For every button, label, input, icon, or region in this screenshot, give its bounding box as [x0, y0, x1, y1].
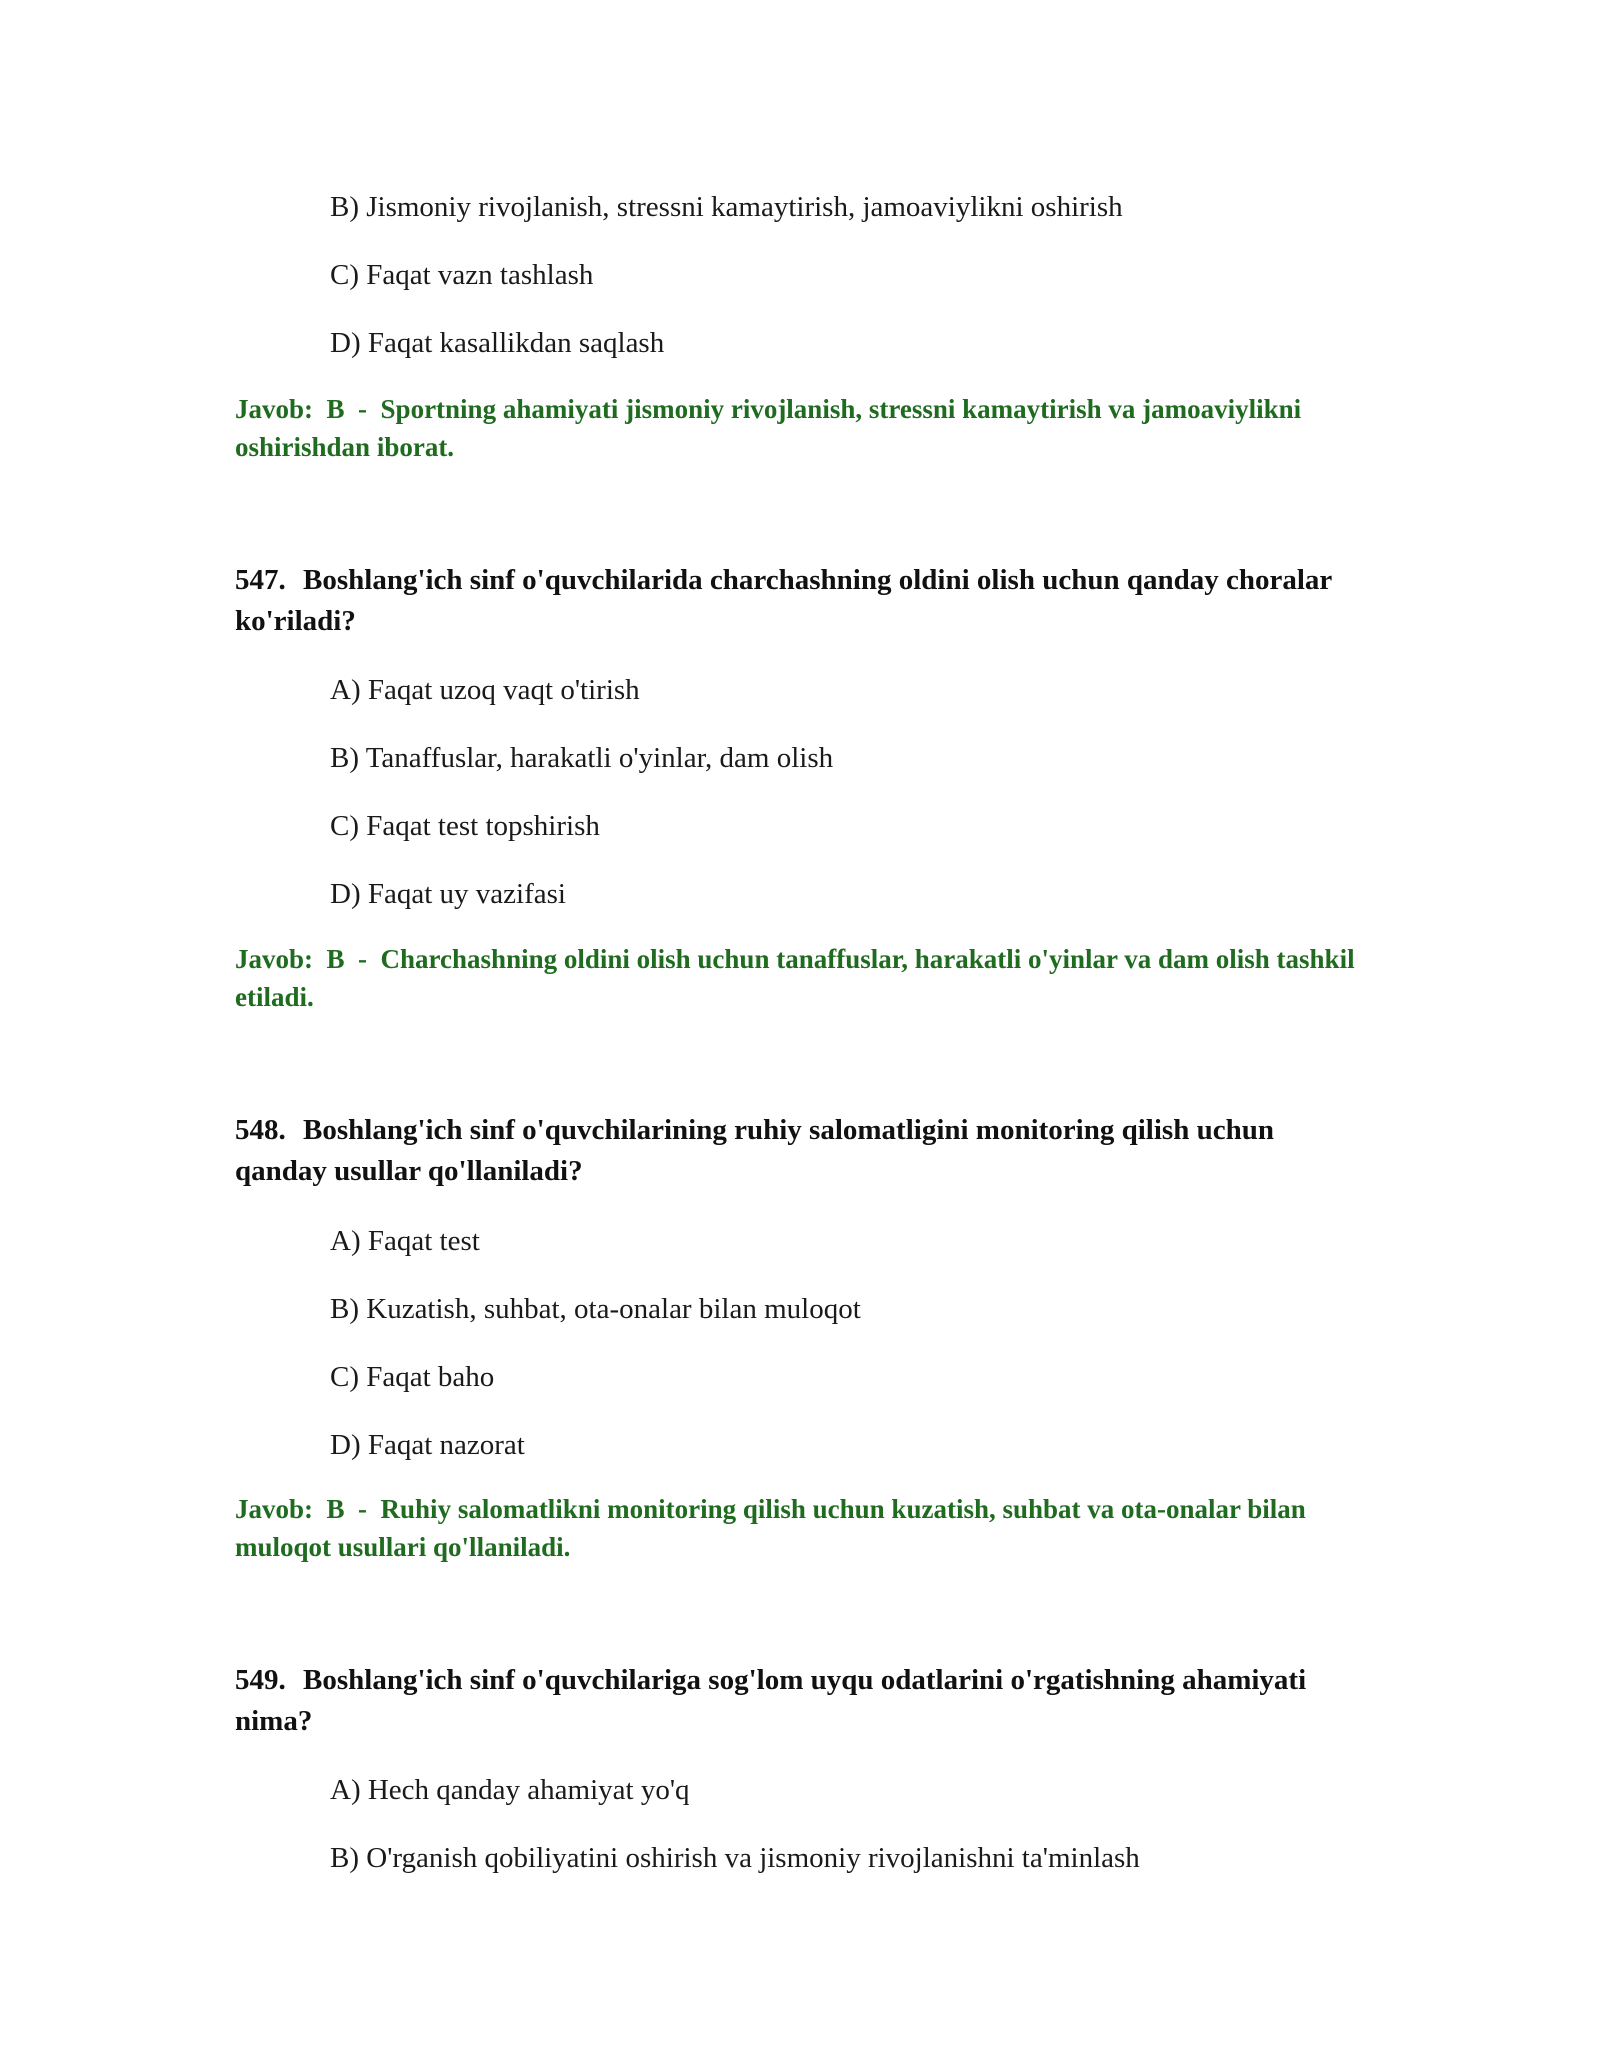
answer-label: Javob: [235, 1494, 314, 1524]
option-d: D) Faqat kasallikdan saqlash [330, 327, 665, 359]
answer-line: Javob: B - Charchashning oldini olish uchun tanaffuslar, harakatli o'yinlar va dam olish tashkil etiladi. [235, 944, 1355, 1012]
question-number: 547. [235, 564, 286, 596]
answer-explanation: Ruhiy salomatlikni monitoring qilish uchun kuzatish, suhbat va ota-onalar bilan muloqot usullari qo'llaniladi. [235, 1494, 1306, 1562]
question-text: Boshlang'ich sinf o'quvchilarining ruhiy salomatligini monitoring qilish uchun qanday usullar qo'llaniladi? [235, 1114, 1274, 1187]
option-a: A) Faqat test [330, 1225, 480, 1257]
option-d: D) Faqat nazorat [330, 1429, 525, 1461]
question-547 [235, 560, 1365, 642]
answer-letter: B [326, 944, 345, 974]
answer-label: Javob: [235, 944, 314, 974]
answer-line: Javob: B - Sportning ahamiyati jismoniy rivojlanish, stressni kamaytirish va jamoaviylikni oshirishdan iborat. [235, 394, 1302, 462]
question-text: Boshlang'ich sinf o'quvchilarida charchashning oldini olish uchun qanday choralar ko'riladi? [235, 564, 1332, 637]
question-548 [235, 1110, 1365, 1192]
question-number: 548. [235, 1114, 286, 1146]
answer-letter: B [326, 394, 345, 424]
question-549 [235, 1660, 1365, 1742]
answer-letter: B [326, 1494, 345, 1524]
option-a: A) Hech qanday ahamiyat yo'q [330, 1774, 690, 1806]
answer-explanation: Sportning ahamiyati jismoniy rivojlanish, stressni kamaytirish va jamoaviylikni oshirishdan iborat. [235, 394, 1302, 462]
option-b: B) Kuzatish, suhbat, ota-onalar bilan muloqot [330, 1293, 861, 1325]
answer-line: Javob: B - Ruhiy salomatlikni monitoring qilish uchun kuzatish, suhbat va ota-onalar bilan muloqot usullari qo'llaniladi. [235, 1494, 1306, 1562]
option-c: C) Faqat vazn tashlash [330, 259, 594, 291]
option-c: C) Faqat baho [330, 1361, 495, 1393]
question-text: Boshlang'ich sinf o'quvchilariga sog'lom uyqu odatlarini o'rgatishning ahamiyati nima? [235, 1664, 1307, 1737]
option-b: B) Tanaffuslar, harakatli o'yinlar, dam olish [330, 742, 834, 774]
option-b: B) Jismoniy rivojlanish, stressni kamaytirish, jamoaviylikni oshirish [330, 191, 1123, 223]
option-d: D) Faqat uy vazifasi [330, 878, 566, 910]
option-a: A) Faqat uzoq vaqt o'tirish [330, 674, 640, 706]
answer-label: Javob: [235, 394, 314, 424]
question-number: 549. [235, 1664, 286, 1696]
option-c: C) Faqat test topshirish [330, 810, 600, 842]
option-b: B) O'rganish qobiliyatini oshirish va jismoniy rivojlanishni ta'minlash [330, 1842, 1140, 1874]
answer-explanation: Charchashning oldini olish uchun tanaffuslar, harakatli o'yinlar va dam olish tashkil etiladi. [235, 944, 1355, 1012]
